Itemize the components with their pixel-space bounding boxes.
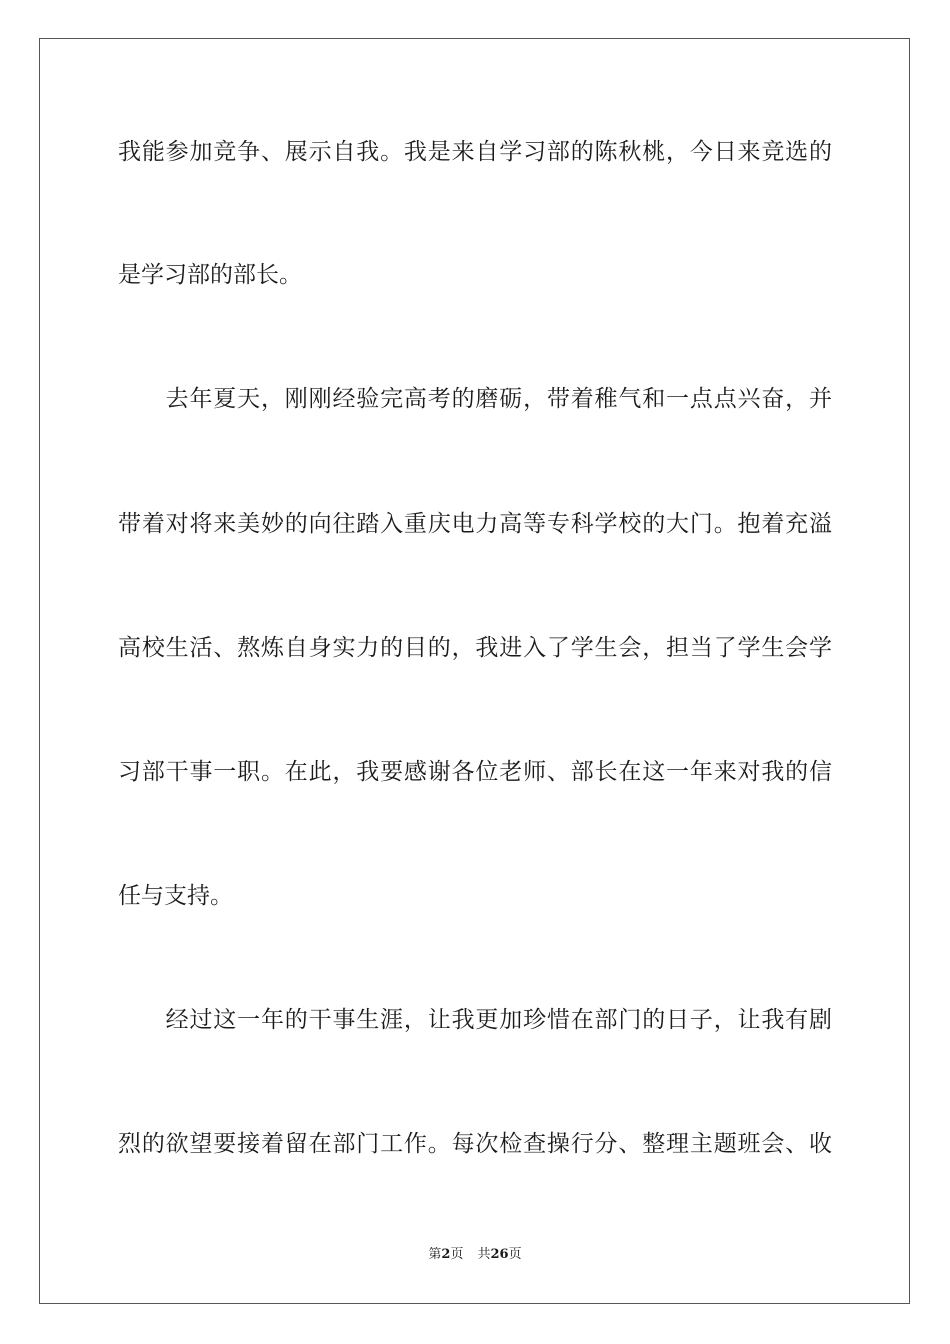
text-line: 是学习部的部长。 [118,262,302,288]
text-line: 我能参加竞争、展示自我。我是来自学习部的陈秋桃，今日来竞选的 [118,139,832,165]
page-frame [39,38,910,1304]
text-line: 任与支持。 [118,883,233,909]
text-line: 带着对将来美妙的向往踏入重庆电力高等专科学校的大门。抱着充溢 [118,511,832,537]
total-page-count: 26 [490,1247,509,1262]
text-line: 高校生活、熬炼自身实力的目的，我进入了学生会，担当了学生会学 [118,635,832,661]
footer-total-prefix: 共 [477,1247,491,1262]
text-line: 经过这一年的干事生涯，让我更加珍惜在部门的日子，让我有剧 [118,1007,832,1033]
footer-page-suffix: 页 [450,1247,464,1262]
text-line: 去年夏天，刚刚经验完高考的磨砺，带着稚气和一点点兴奋，并 [118,386,832,412]
footer-total-suffix: 页 [508,1247,522,1262]
footer-prefix: 第 [428,1247,442,1262]
current-page-number: 2 [441,1247,451,1262]
text-line: 习部干事一职。在此，我要感谢各位老师、部长在这一年来对我的信 [118,759,832,785]
page-footer [0,1246,950,1264]
text-line: 烈的欲望要接着留在部门工作。每次检查操行分、整理主题班会、收 [118,1131,832,1157]
